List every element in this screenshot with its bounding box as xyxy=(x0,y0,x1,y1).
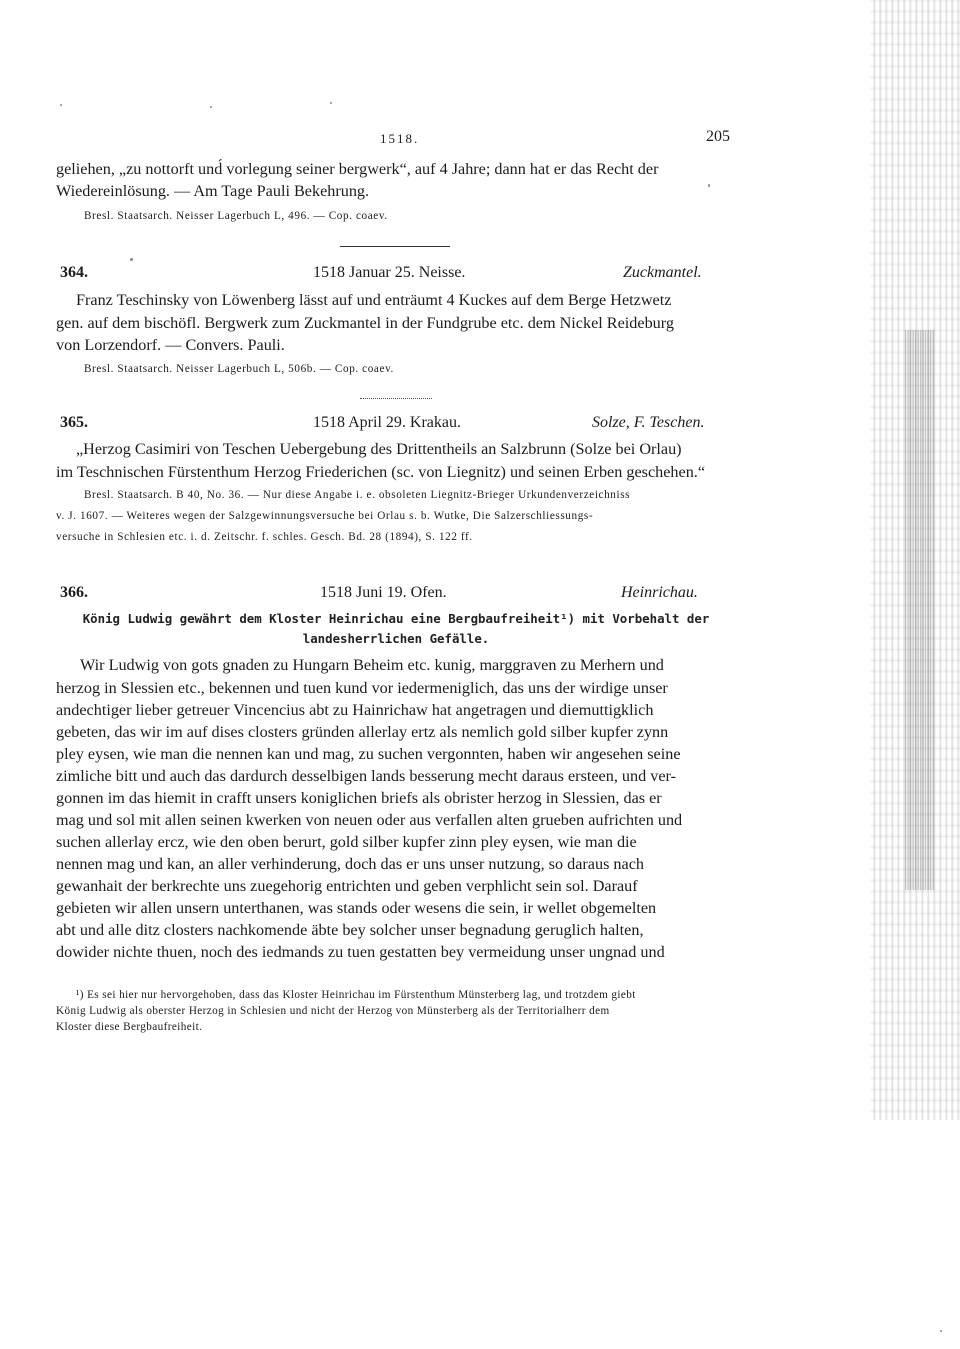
scan-speck xyxy=(130,258,133,261)
scan-speck xyxy=(210,106,212,108)
entry-366-text-line-10: nennen mag und kan, an aller verhinderung, doch das er uns unser nutzung, so daraus nach xyxy=(56,855,644,873)
running-header-year: 1518. xyxy=(380,131,420,146)
entry-365-source-line-1: Bresl. Staatsarch. B 40, No. 36. — Nur diese Angabe i. e. obsoleten Liegnitz-Brieger Urkundenverzeichniss xyxy=(84,489,631,501)
footnote-line-2: König Ludwig als oberster Herzog in Schlesien und nicht der Herzog von Münsterberg als der Territorialherr dem xyxy=(56,1005,610,1017)
entry-365-source-line-2: v. J. 1607. — Weiteres wegen der Salzgewinnungsversuche bei Orlau s. b. Wutke, Die Salzerschliessungs- xyxy=(56,510,594,522)
entry-366-regest-line-2: landesherrlichen Gefälle. xyxy=(302,631,490,646)
intro-line-2: Wiedereinlösung. — Am Tage Pauli Bekehrung. xyxy=(56,182,370,200)
page-edge-shadow xyxy=(905,330,935,890)
footnote-line-3: Kloster diese Bergbaufreiheit. xyxy=(56,1021,203,1033)
scan-speck xyxy=(708,184,710,187)
entry-364-place: Zuckmantel. xyxy=(623,264,702,281)
entry-366-text-line-12: gebieten wir allen unsern unterthanen, was stands oder wesens die sein, ir wellet obgemelten xyxy=(56,899,657,917)
entry-366-number: 366. xyxy=(60,584,88,601)
entry-364-line-1: Franz Teschinsky von Löwenberg lässt auf und enträumt 4 Kuckes auf dem Berge Hetzwetz xyxy=(76,291,672,309)
entry-366-text-line-6: zimliche bitt und auch das dardurch desselbigen lands besserung mecht daraus ersteen, und ver- xyxy=(56,767,676,785)
scan-speck xyxy=(330,102,332,104)
entry-365-line-1: „Herzog Casimiri von Teschen Uebergebung des Drittentheils an Salzbrunn (Solze bei Orlau) xyxy=(76,440,682,458)
intro-line-1: geliehen, „zu nottorft und́ vorlegung seiner bergwerk“, auf 4 Jahre; dann hat er das Recht der xyxy=(56,160,659,178)
entry-365-date: 1518 April 29. Krakau. xyxy=(313,414,461,431)
entry-366-text-line-7: gonnen im das hiemit in crafft unsers koniglichen briefs als obrister herzog in Slessien, das er xyxy=(56,789,662,807)
entry-366-text-line-3: andechtiger lieber getreuer Vincencius abt zu Hainrichaw hat angetragen und diemuttigklich xyxy=(56,701,654,719)
entry-366-date: 1518 Juni 19. Ofen. xyxy=(320,584,447,601)
entry-365-source-line-3: versuche in Schlesien etc. i. d. Zeitschr. f. schles. Gesch. Bd. 28 (1894), S. 122 ff. xyxy=(56,531,473,543)
entry-366-place: Heinrichau. xyxy=(621,584,698,601)
entry-364-source: Bresl. Staatsarch. Neisser Lagerbuch L, 506b. — Cop. coaev. xyxy=(84,363,394,375)
entry-366-text-line-14: dowider nichte thuen, noch des iedmands zu tuen gestatten bey vermeidung unser ungnad und xyxy=(56,943,665,961)
entry-366-text-line-4: gebeten, das wir im auf dises closters gründen allerlay ertz als nemlich gold silber kupfer zynn xyxy=(56,723,669,741)
entry-366-text-line-2: herzog in Slessien etc., bekennen und tuen kund vor iedermeniglich, das uns der wirdige unser xyxy=(56,679,668,697)
entry-365-number: 365. xyxy=(60,414,88,431)
entry-365-line-2: im Teschnischen Fürstenthum Herzog Friederichen (sc. von Liegnitz) und seinen Erben geschehen.“ xyxy=(56,463,706,481)
scan-speck xyxy=(940,1330,942,1332)
entry-365-place: Solze, F. Teschen. xyxy=(592,414,705,431)
divider-rule xyxy=(360,398,432,399)
entry-366-text-line-13: abt und alle ditz closters nachkomende äbte bey solcher unser begnadung geruglich halten, xyxy=(56,921,644,939)
entry-364-line-2: gen. auf dem bischöfl. Bergwerk zum Zuckmantel in der Fundgrube etc. dem Nickel Reideburg xyxy=(56,314,674,332)
intro-source: Bresl. Staatsarch. Neisser Lagerbuch L, 496. — Cop. coaev. xyxy=(84,210,388,222)
footnote-line-1: ¹) Es sei hier nur hervorgehoben, dass das Kloster Heinrichau im Fürstenthum Münsterberg lag, und trotzdem giebt xyxy=(76,989,636,1001)
entry-366-text-line-5: pley eysen, wie man die nennen kan und mag, zu suchen vergonnten, haben wir angesehen seine xyxy=(56,745,681,763)
page-number: 205 xyxy=(706,128,730,145)
entry-364-date: 1518 Januar 25. Neisse. xyxy=(313,264,466,281)
entry-366-text-line-9: suchen allerlay ercz, wie den oben berurt, gold silber kupfer zinn pley eysen, wie man die xyxy=(56,833,637,851)
entry-366-regest-line-1: König Ludwig gewährt dem Kloster Heinrichau eine Bergbaufreiheit¹) mit Vorbehalt der xyxy=(82,611,710,626)
entry-366-text-line-11: gewanhait der berkrechte uns zuegehorig entrichten und geben verphlicht sein sol. Darauf xyxy=(56,877,638,895)
entry-366-text-line-1: Wir Ludwig von gots gnaden zu Hungarn Beheim etc. kunig, marggraven zu Merhern und xyxy=(80,656,664,674)
divider-rule xyxy=(340,246,450,247)
entry-364-line-3: von Lorzendorf. — Convers. Pauli. xyxy=(56,336,285,354)
scan-speck xyxy=(60,104,62,106)
entry-366-text-line-8: mag und sol mit allen seinen kwerken von neuen oder aus verfallen alten grueben aufrichten und xyxy=(56,811,683,829)
entry-364-number: 364. xyxy=(60,264,88,281)
